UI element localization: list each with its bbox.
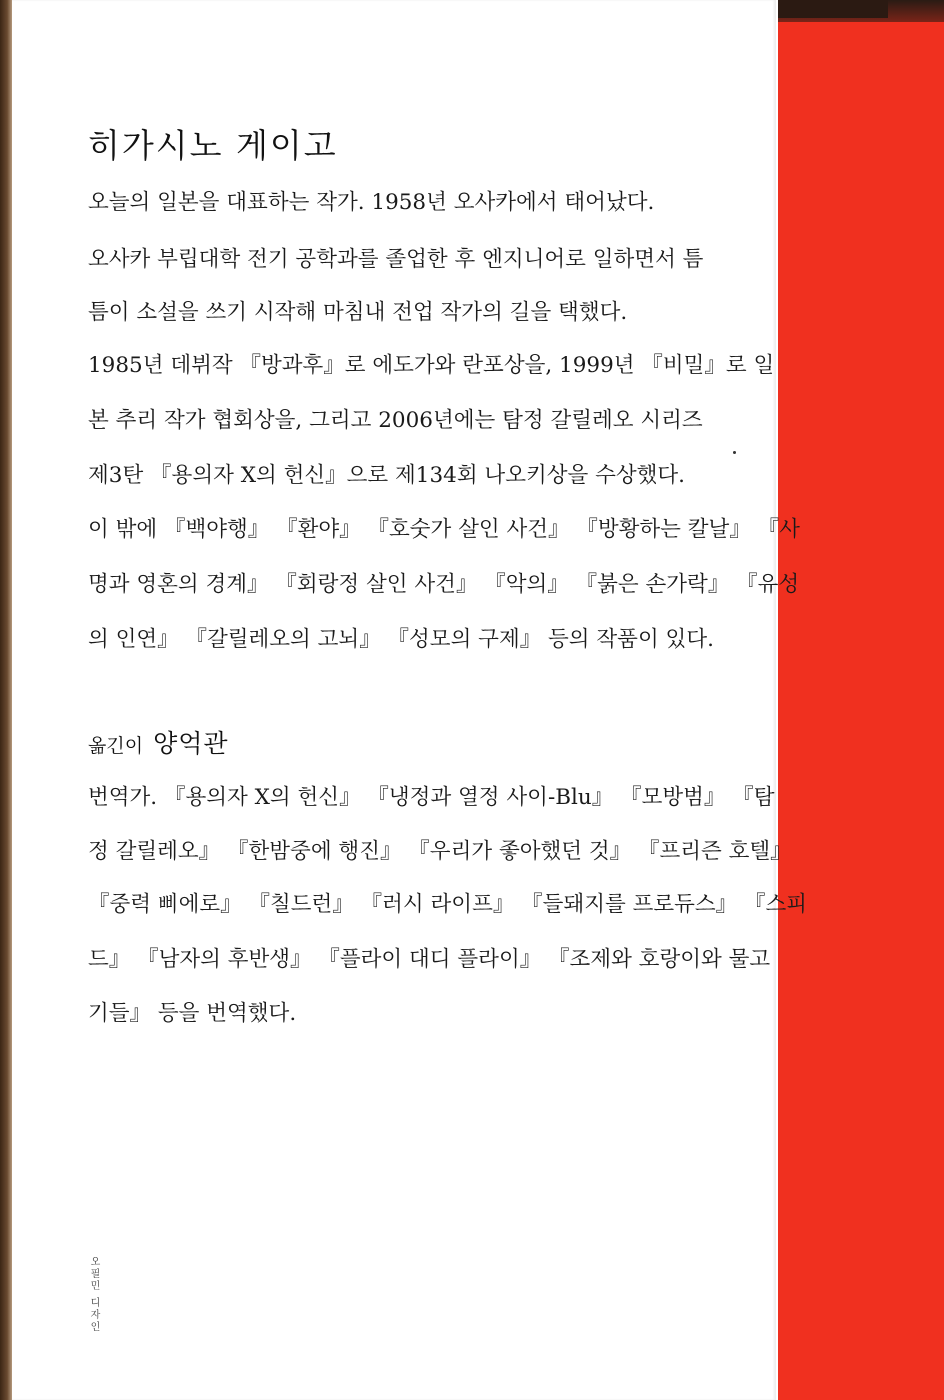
book-left-edge (0, 0, 12, 1400)
author-bio-line: 오늘의 일본을 대표하는 작가. 1958년 오사카에서 태어났다. (88, 190, 655, 215)
author-bio-line: 이 밖에 『백야행』 『환야』 『호숫가 살인 사건』 『방황하는 칼날』 『사 (88, 517, 800, 542)
translator-role-label: 옮긴이 (88, 735, 144, 757)
translator-heading (88, 724, 229, 760)
red-cover-panel (778, 0, 944, 1400)
translator-bio-line: 번역가. 『용의자 X의 헌신』 『냉정과 열정 사이-Blu』 『모방범』 『탐 (88, 785, 775, 810)
translator-bio-line: 기들』 등을 번역했다. (88, 1001, 297, 1026)
print-speck (733, 451, 736, 454)
translator-bio-line: 정 갈릴레오』 『한밤중에 행진』 『우리가 좋아했던 것』 『프리즌 호텔』 (88, 839, 792, 864)
translator-bio-line: 『중력 삐에로』 『칠드런』 『러시 라이프』 『들돼지를 프로듀스』 『스피 (88, 892, 808, 917)
translator-name: 양억관 (153, 729, 229, 758)
author-bio-line: 본 추리 작가 협회상을, 그리고 2006년에는 탐정 갈릴레오 시리즈 (88, 408, 703, 433)
cover-top-shadow (778, 0, 888, 18)
translator-bio-line: 드』 『남자의 후반생』 『플라이 대디 플라이』 『조제와 호랑이와 물고 (88, 947, 771, 972)
author-bio-line: 명과 영혼의 경계』 『회랑정 살인 사건』 『악의』 『붉은 손가락』 『유성 (88, 572, 800, 597)
author-bio-line: 틈이 소설을 쓰기 시작해 마침내 전업 작가의 길을 택했다. (88, 300, 628, 325)
red-cover-top-edge (778, 0, 944, 22)
author-bio-line: 의 인연』 『갈릴레오의 고뇌』 『성모의 구제』 등의 작품이 있다. (88, 627, 714, 652)
author-bio-line: 오사카 부립대학 전기 공학과를 졸업한 후 엔지니어로 일하면서 틈 (88, 247, 704, 272)
designer-credit: 오필민 디자인 (88, 1256, 99, 1334)
author-bio-line: 제3탄 『용의자 X의 헌신』으로 제134회 나오키상을 수상했다. (88, 463, 686, 488)
author-bio-line: 1985년 데뷔작 『방과후』로 에도가와 란포상을, 1999년 『비밀』로 일 (88, 353, 775, 378)
author-name: 히가시노 게이고 (88, 126, 338, 165)
